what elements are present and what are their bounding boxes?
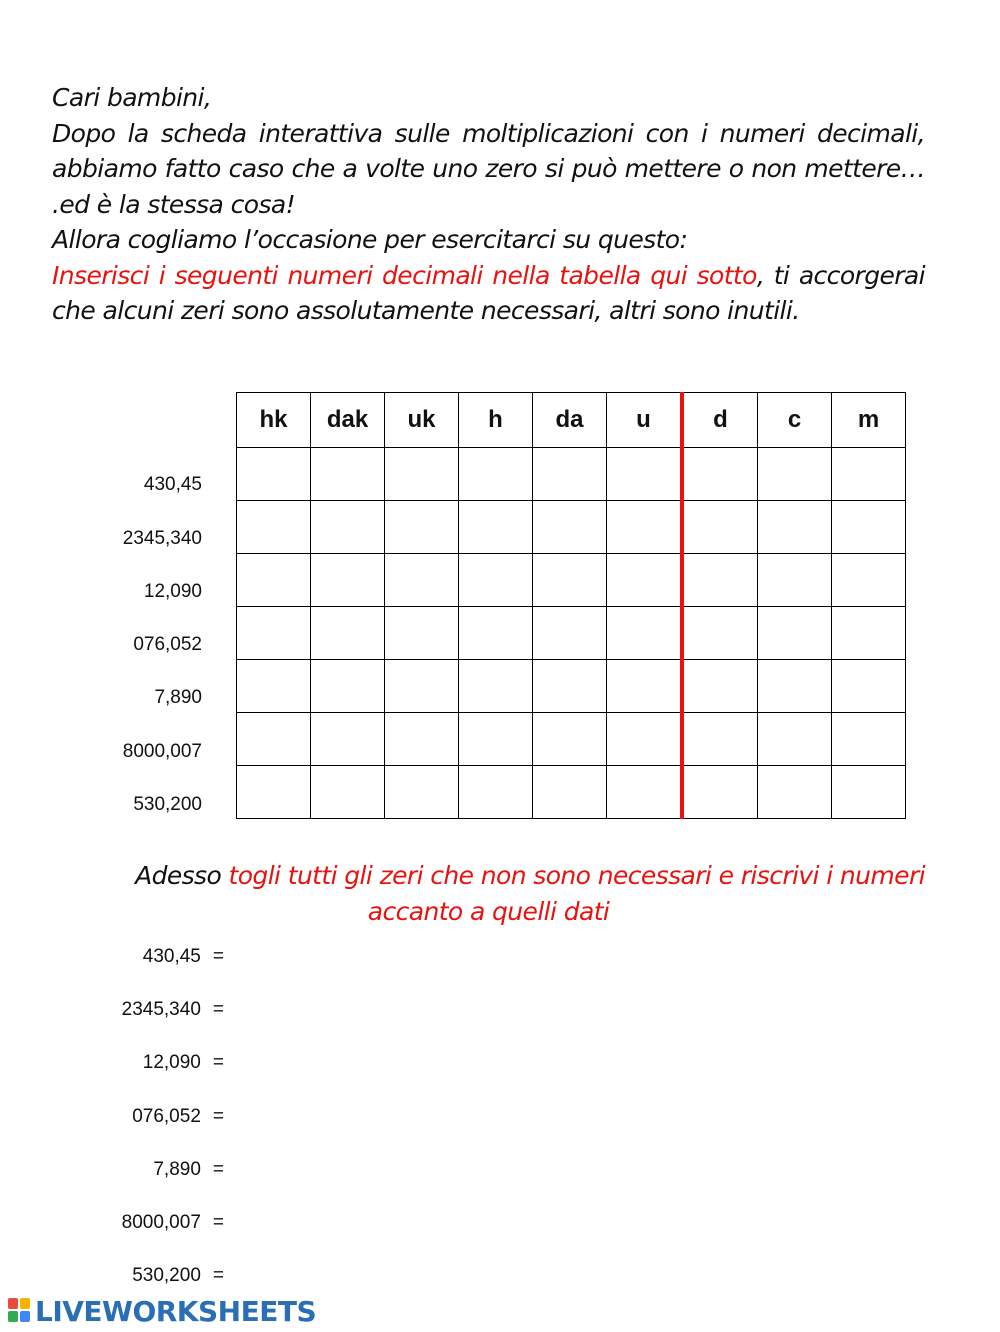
table-cell[interactable] — [311, 607, 385, 660]
table-cell[interactable] — [533, 501, 607, 554]
header-da: da — [533, 393, 607, 448]
table-cell[interactable] — [311, 660, 385, 713]
answer-item — [122, 999, 224, 1021]
table-header-row — [237, 393, 906, 448]
table-cell[interactable] — [682, 766, 758, 819]
table-cell[interactable] — [533, 607, 607, 660]
table-cell[interactable] — [459, 554, 533, 607]
equals-sign: = — [212, 999, 224, 1021]
table-cell[interactable] — [533, 713, 607, 766]
table-cell[interactable] — [607, 766, 683, 819]
header-dak: dak — [311, 393, 385, 448]
intro-text — [52, 80, 925, 329]
table-cell[interactable] — [385, 713, 459, 766]
header-h: h — [459, 393, 533, 448]
place-value-table — [236, 392, 906, 819]
header-hk: hk — [237, 393, 311, 448]
table-cell[interactable] — [682, 554, 758, 607]
row-number-label: 530,200 — [133, 794, 202, 815]
table-cell[interactable] — [237, 448, 311, 501]
instruction-line-2: accanto a quelli dati — [367, 897, 610, 926]
table-cell[interactable] — [682, 448, 758, 501]
answer-input[interactable] — [240, 1104, 844, 1132]
task-rest: , ti accorgerai che alcuni zeri sono assolutamente necessari, altri sono inutili. — [52, 260, 925, 325]
table-cell[interactable] — [237, 554, 311, 607]
table-cell[interactable] — [533, 766, 607, 819]
table-cell[interactable] — [459, 501, 533, 554]
table-cell[interactable] — [832, 766, 906, 819]
table-cell[interactable] — [459, 713, 533, 766]
equals-sign: = — [212, 946, 224, 967]
table-cell[interactable] — [832, 607, 906, 660]
instruction-red-1: togli tutti gli zeri che non sono necessari e riscrivi i numeri — [228, 861, 925, 890]
answer-input[interactable] — [240, 1210, 844, 1238]
table-cell[interactable] — [607, 448, 683, 501]
table-cell[interactable] — [459, 607, 533, 660]
table-cell[interactable] — [385, 554, 459, 607]
answer-input[interactable] — [240, 1157, 844, 1185]
table-cell[interactable] — [237, 501, 311, 554]
row-number-label: 8000,007 — [122, 741, 202, 762]
table-cell[interactable] — [607, 554, 683, 607]
answer-number: 2345,340 — [121, 999, 201, 1021]
answer-number: 430,45 — [142, 946, 201, 967]
table-cell[interactable] — [832, 554, 906, 607]
brand-name: LIVEWORKSHEETS — [35, 1294, 317, 1328]
row-number-label: 2345,340 — [122, 528, 202, 549]
row-number-label: 7,890 — [154, 687, 202, 708]
table-cell[interactable] — [533, 448, 607, 501]
table-row — [237, 501, 906, 554]
table-cell[interactable] — [832, 660, 906, 713]
answer-item — [143, 1052, 224, 1074]
answer-item — [153, 1159, 224, 1181]
row-number-label: 430,45 — [143, 474, 202, 495]
table-cell[interactable] — [385, 501, 459, 554]
answer-item — [143, 946, 224, 968]
table-cell[interactable] — [758, 554, 832, 607]
table-row — [237, 448, 906, 501]
equals-sign: = — [212, 1265, 224, 1287]
table-cell[interactable] — [533, 554, 607, 607]
footer-logo — [8, 1294, 316, 1328]
table-cell[interactable] — [311, 766, 385, 819]
task-paragraph — [52, 258, 925, 329]
row-number-label: 12,090 — [143, 581, 202, 602]
table-cell[interactable] — [758, 766, 832, 819]
table-cell[interactable] — [682, 607, 758, 660]
answer-input[interactable] — [240, 1263, 844, 1291]
table-cell[interactable] — [237, 607, 311, 660]
table-cell[interactable] — [459, 660, 533, 713]
answer-number: 530,200 — [132, 1265, 201, 1287]
equals-sign: = — [212, 1105, 224, 1127]
table-cell[interactable] — [758, 607, 832, 660]
table-cell[interactable] — [311, 501, 385, 554]
equals-sign: = — [212, 1212, 224, 1233]
table-row — [237, 766, 906, 819]
answer-input[interactable] — [240, 944, 844, 972]
intro-question: Allora cogliamo l’occasione per esercitarci su questo: — [52, 225, 688, 254]
table-cell[interactable] — [607, 501, 683, 554]
answer-number: 7,890 — [153, 1158, 201, 1180]
task-highlight: Inserisci i seguenti numeri decimali nella tabella qui sotto — [52, 260, 757, 290]
answer-input[interactable] — [240, 997, 844, 1025]
table-cell[interactable] — [311, 448, 385, 501]
table-row — [237, 660, 906, 713]
table-cell[interactable] — [385, 448, 459, 501]
table-cell[interactable] — [682, 713, 758, 766]
table-cell[interactable] — [385, 660, 459, 713]
table-cell[interactable] — [758, 713, 832, 766]
header-u: u — [607, 393, 683, 448]
table-cell[interactable] — [758, 660, 832, 713]
table-cell[interactable] — [237, 713, 311, 766]
answer-number: 12,090 — [142, 1052, 201, 1074]
header-uk: uk — [385, 393, 459, 448]
answer-input[interactable] — [240, 1050, 844, 1078]
table-cell[interactable] — [682, 501, 758, 554]
table-cell[interactable] — [459, 448, 533, 501]
row-number-label: 076,052 — [133, 634, 202, 655]
answer-item — [132, 1106, 224, 1128]
instruction-prefix: Adesso — [135, 861, 229, 890]
table-cell[interactable] — [385, 607, 459, 660]
header-d: d — [682, 393, 758, 448]
answer-number: 8000,007 — [121, 1212, 201, 1233]
table-cell[interactable] — [832, 501, 906, 554]
table-cell[interactable] — [237, 766, 311, 819]
table-cell[interactable] — [758, 448, 832, 501]
answer-item — [122, 1212, 224, 1234]
table-cell[interactable] — [607, 607, 683, 660]
table-cell[interactable] — [533, 660, 607, 713]
table-cell[interactable] — [607, 660, 683, 713]
table-cell[interactable] — [758, 501, 832, 554]
header-m: m — [832, 393, 906, 448]
answer-item — [132, 1265, 224, 1287]
table-row — [237, 554, 906, 607]
table-cell[interactable] — [237, 660, 311, 713]
table-cell[interactable] — [682, 660, 758, 713]
instruction-text — [52, 858, 925, 930]
greeting: Cari bambini, — [52, 83, 212, 112]
equals-sign: = — [212, 1158, 224, 1180]
table-cell[interactable] — [832, 713, 906, 766]
table-cell[interactable] — [385, 766, 459, 819]
header-c: c — [758, 393, 832, 448]
answer-number: 076,052 — [132, 1105, 201, 1127]
intro-paragraph: Dopo la scheda interattiva sulle moltiplicazioni con i numeri decimali, abbiamo fatto caso che a volte uno zero si può mettere o non mettere… .ed è la stessa cosa! — [52, 118, 925, 219]
table-row — [237, 607, 906, 660]
table-cell[interactable] — [832, 448, 906, 501]
table-row — [237, 713, 906, 766]
instruction-line-1 — [52, 858, 925, 894]
liveworksheets-logo-icon — [8, 1298, 32, 1324]
table-cell[interactable] — [459, 766, 533, 819]
table-cell[interactable] — [311, 713, 385, 766]
table-cell[interactable] — [607, 713, 683, 766]
table-cell[interactable] — [311, 554, 385, 607]
equals-sign: = — [212, 1052, 224, 1074]
